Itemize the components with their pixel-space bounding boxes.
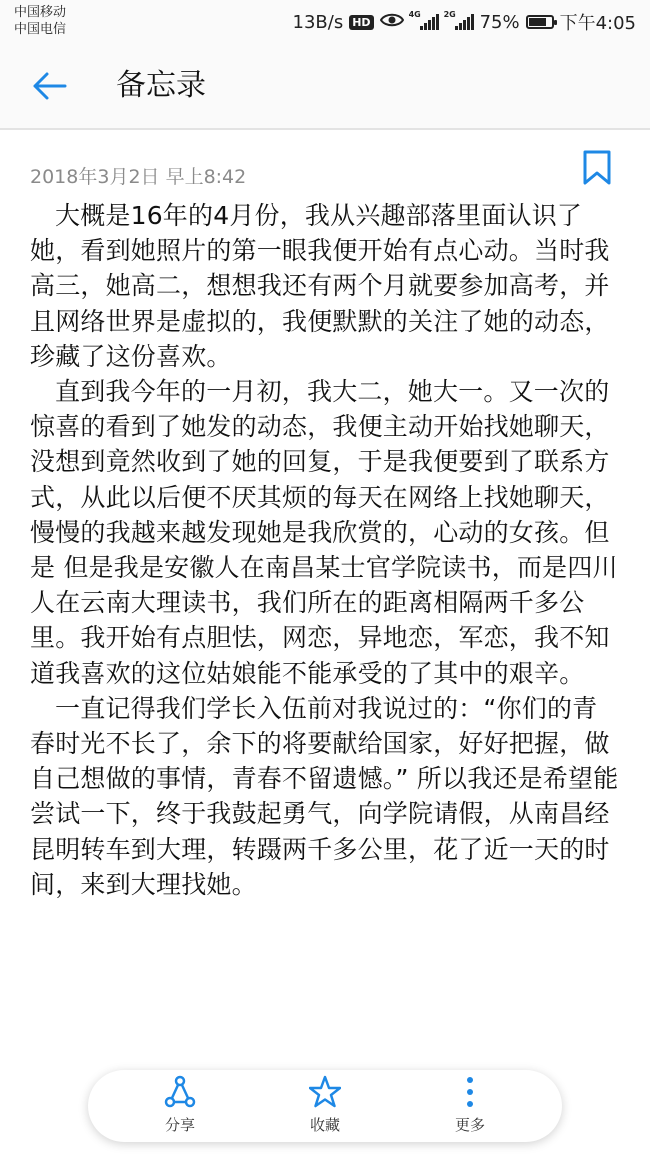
note-date: 2018年3月2日 早上8:42: [30, 166, 247, 188]
share-label: 分享: [164, 1116, 195, 1134]
back-button[interactable]: [26, 66, 72, 106]
note-meta: [30, 150, 620, 194]
battery-icon: [526, 15, 554, 29]
note-paragraph-1: 大概是16年的4月份，我从兴趣部落里面认识了她，看到她照片的第一眼我便开始有点心动。当时我高三，她高二，想想我还有两个月就要参加高考，并且网络世界是虚拟的，我便默默的关注了她的动态，珍藏了这份喜欢。: [30, 201, 610, 371]
battery-percent: 75%: [479, 11, 520, 33]
carrier-1: 中国移动: [14, 5, 67, 20]
signal-2-tag: 2G: [443, 10, 456, 19]
signal-strength-icon-1: [408, 10, 439, 30]
arrow-left-icon: [31, 71, 67, 101]
more-label: 更多: [454, 1116, 485, 1134]
eye-icon: [380, 12, 404, 33]
app-bar: [0, 44, 650, 130]
more-vertical-icon: [454, 1075, 486, 1109]
favorite-label: 收藏: [309, 1116, 340, 1134]
note-paragraph-2: 直到我今年的一月初，我大二，她大一。又一次的惊喜的看到了她发的动态，我便主动开始找她聊天，没想到竟然收到了她的回复，于是我便要到了联系方式，从此以后便不厌其烦的每天在网络上找她聊天， 慢慢的我越来越发现她是我欣赏的，心动的女孩。但是 但是我是安徽人在南昌某士官学院读书，而是四川人在云南大理读书，我们所在的距离相隔两千多公里。我开始有点胆怯，网恋，异地恋，军恋，我不知道我喜欢的这位姑娘能不能承受的了其中的艰辛。: [30, 377, 618, 688]
signal-1-tag: 4G: [408, 10, 421, 19]
bookmark-icon: [582, 150, 612, 186]
star-icon: [309, 1075, 341, 1109]
network-speed: 13B/s: [292, 11, 344, 33]
battery-fill: [529, 18, 546, 26]
clock: 下午4:05: [559, 13, 636, 34]
note-paragraph-3: 一直记得我们学长入伍前对我说过的：“你们的青春时光不长了，余下的将要献给国家，好好把握，做自己想做的事情，青春不留遗憾。” 所以我还是希望能尝试一下，终于我鼓起勇气，向学院请假，从南昌经昆明转车到大理，转蹑两千多公里，花了近一天的时间，来到大理找她。: [30, 693, 619, 899]
status-bar: [0, 0, 650, 44]
share-button[interactable]: [130, 1070, 230, 1142]
carrier-info: [14, 4, 66, 38]
status-indicators: [293, 10, 636, 34]
share-icon: [164, 1075, 196, 1109]
carrier-2: 中国电信: [14, 22, 67, 37]
signal-strength-icon-2: [443, 10, 474, 30]
bookmark-button[interactable]: [582, 150, 614, 190]
more-button[interactable]: [420, 1070, 520, 1142]
favorite-button[interactable]: [275, 1070, 375, 1142]
bottom-action-bar: [88, 1070, 562, 1142]
hd-badge: HD: [349, 15, 373, 30]
note-content[interactable]: [30, 198, 622, 902]
page-title: 备忘录: [116, 68, 206, 103]
